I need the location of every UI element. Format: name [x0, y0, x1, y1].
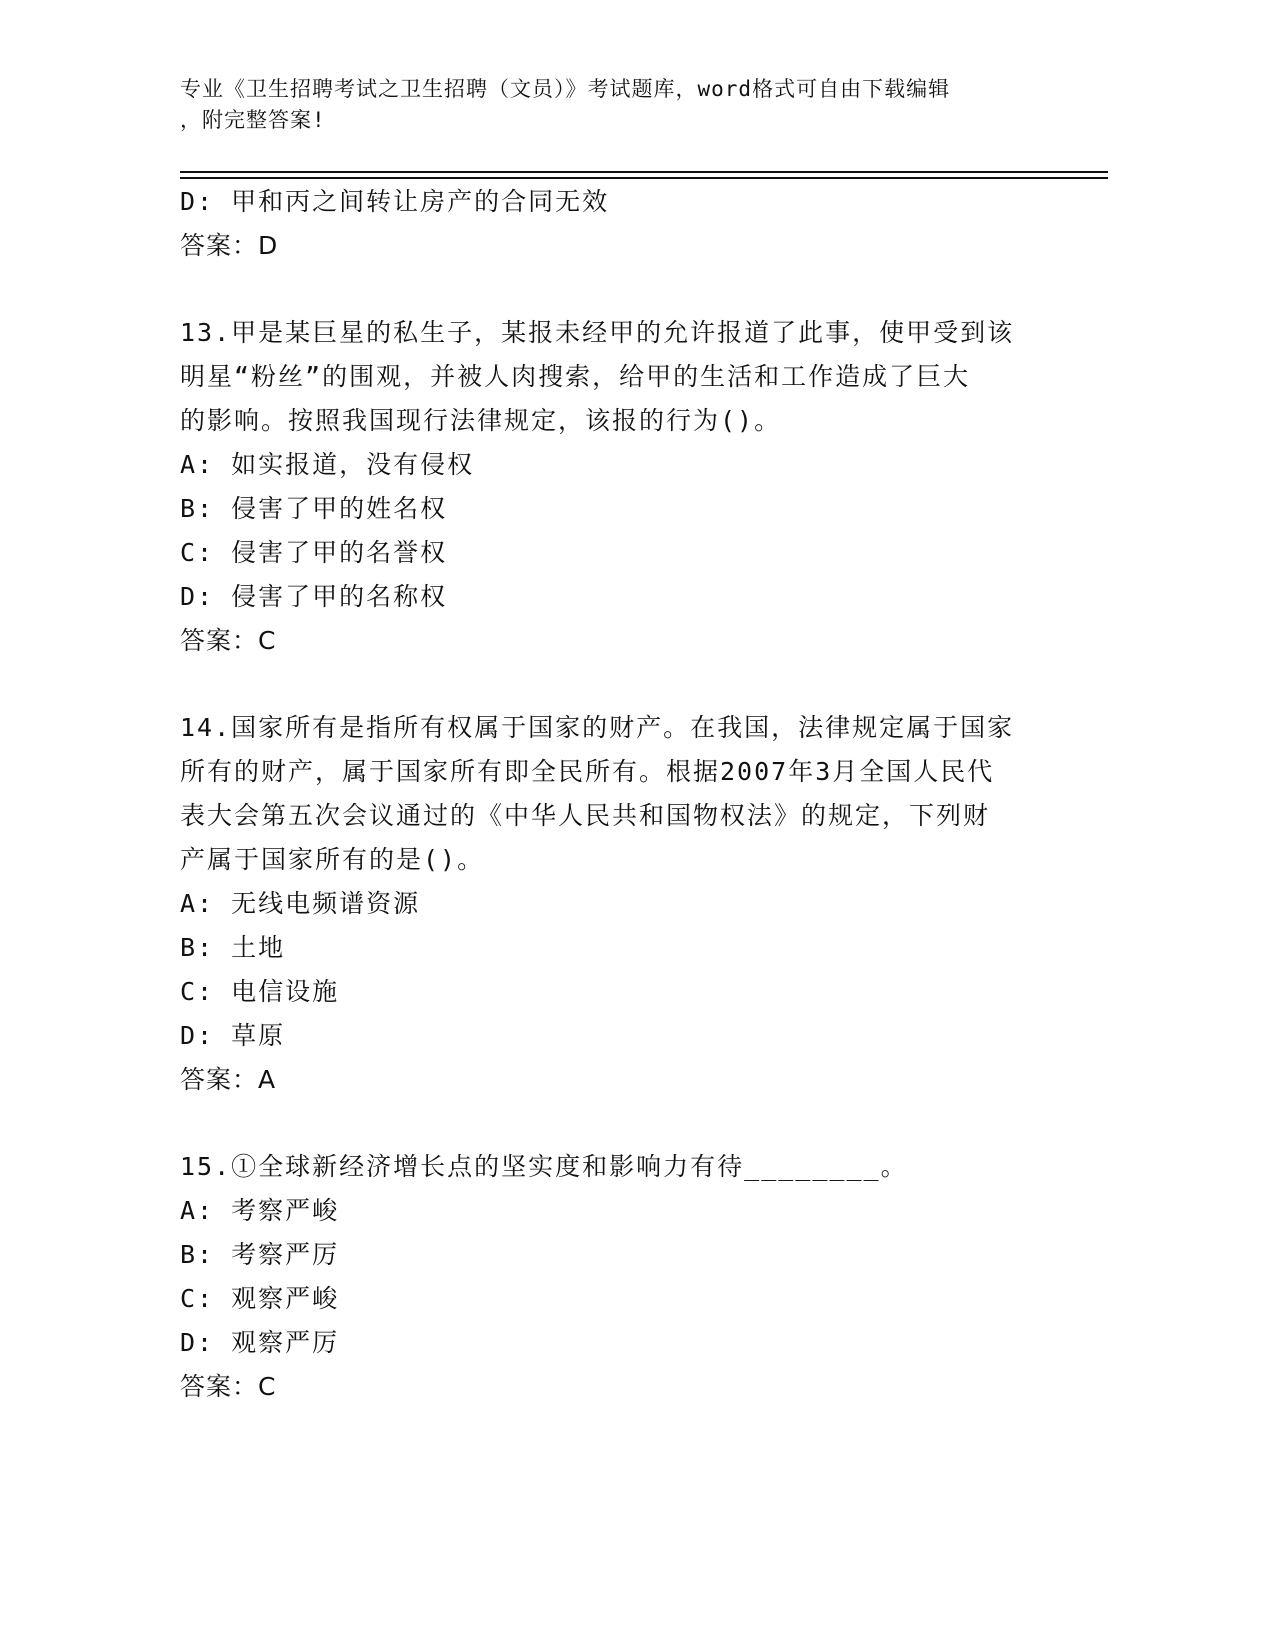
- spacer: [180, 663, 1040, 706]
- prev-question: [180, 180, 1040, 268]
- question-13: [180, 311, 1040, 663]
- stem-line: 15.①全球新经济增长点的坚实度和影响力有待________。: [180, 1152, 908, 1181]
- option-d: D: 甲和丙之间转让房产的合同无效: [180, 187, 610, 216]
- header-divider-top: [180, 171, 1108, 173]
- header-divider-bottom: [180, 177, 1108, 179]
- option-c: C: 侵害了甲的名誉权: [180, 538, 448, 567]
- option-b: B: 考察严厉: [180, 1240, 340, 1269]
- option-c: C: 电信设施: [180, 977, 340, 1006]
- option-a: A: 考察严峻: [180, 1196, 340, 1225]
- question-14: [180, 706, 1040, 1102]
- answer-line: 答案：D: [180, 231, 279, 260]
- answer-line: 答案：A: [180, 1065, 277, 1094]
- question-stem: [180, 311, 1040, 443]
- stem-line: 明星“粉丝”的围观，并被人肉搜索，给甲的生活和工作造成了巨大: [180, 362, 971, 391]
- question-stem: [180, 706, 1040, 882]
- question-stem: [180, 1145, 1040, 1189]
- stem-line: 表大会第五次会议通过的《中华人民共和国物权法》的规定，下列财: [180, 801, 991, 830]
- option-a: A: 如实报道，没有侵权: [180, 450, 475, 479]
- option-d: D: 侵害了甲的名称权: [180, 582, 448, 611]
- answer-line: 答案：C: [180, 626, 277, 655]
- header-line-2: ，附完整答案!: [180, 108, 326, 132]
- option-d: D: 草原: [180, 1021, 286, 1050]
- spacer: [180, 1102, 1040, 1145]
- option-c: C: 观察严峻: [180, 1284, 340, 1313]
- stem-line: 14.国家所有是指所有权属于国家的财产。在我国，法律规定属于国家: [180, 713, 1015, 742]
- stem-line: 所有的财产，属于国家所有即全民所有。根据2007年3月全国人民代: [180, 757, 995, 786]
- question-content: [180, 180, 1040, 1409]
- option-a: A: 无线电频谱资源: [180, 889, 421, 918]
- stem-line: 产属于国家所有的是()。: [180, 845, 485, 874]
- stem-line: 的影响。按照我国现行法律规定，该报的行为()。: [180, 406, 782, 435]
- option-b: B: 土地: [180, 933, 286, 962]
- option-d: D: 观察严厉: [180, 1328, 340, 1357]
- document-header: [180, 74, 1040, 136]
- spacer: [180, 268, 1040, 311]
- answer-line: 答案：C: [180, 1372, 277, 1401]
- question-15: [180, 1145, 1040, 1409]
- option-b: B: 侵害了甲的姓名权: [180, 494, 448, 523]
- stem-line: 13.甲是某巨星的私生子，某报未经甲的允许报道了此事，使甲受到该: [180, 318, 1015, 347]
- header-line-1: 专业《卫生招聘考试之卫生招聘（文员）》考试题库，word格式可自由下载编辑: [180, 77, 951, 101]
